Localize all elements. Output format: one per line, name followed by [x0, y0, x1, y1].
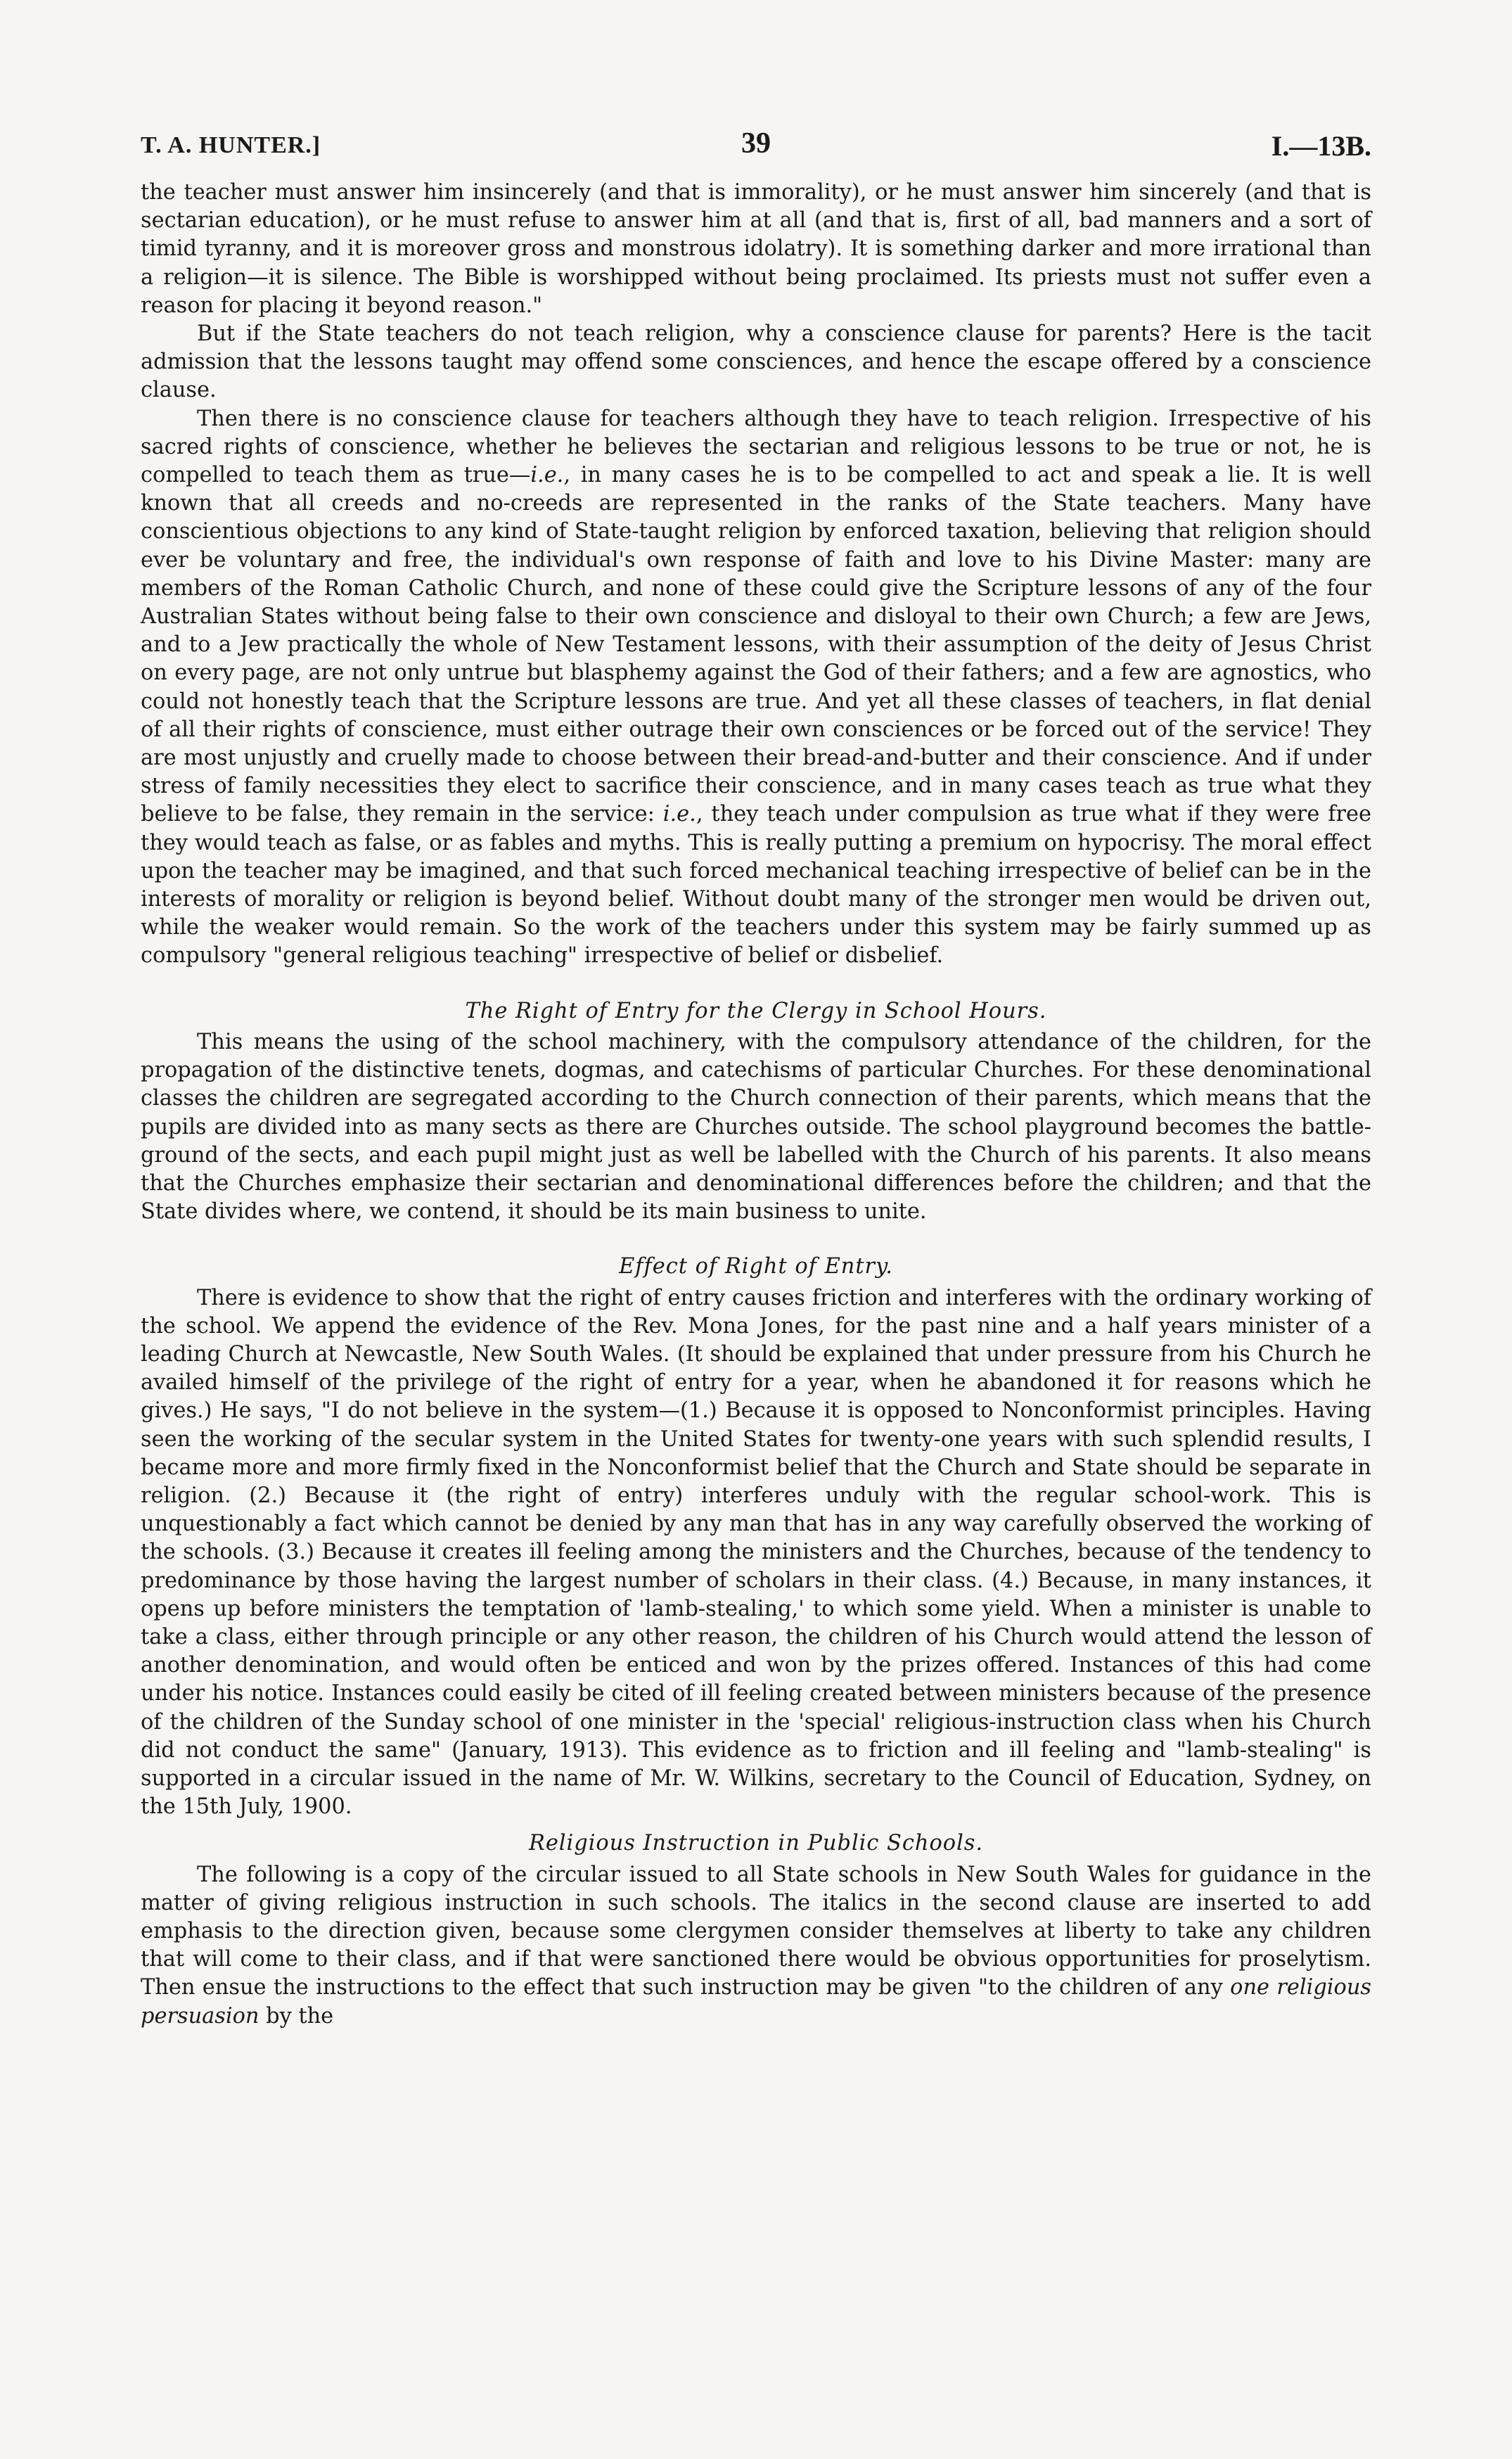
page-header	[141, 127, 1371, 172]
intro-paragraph-3	[141, 405, 1371, 971]
section-heading-effect-of-entry: Effect of Right of Entry.	[619, 1254, 893, 1279]
intro-p3-part-a: Then there is no conscience clause for teachers although they have to teach religion. Irrespective of his sacred rights of conscience, whether he believes the sectarian and religious lessons to be true or not, he is compelled to teach them as true—	[141, 406, 1371, 488]
religious-instruction-italic: one religious persuasion	[141, 1975, 1371, 2029]
intro-paragraph-2: But if the State teachers do not teach religion, why a conscience clause for parents? Here is the tacit admission that the lessons taught may offend some consciences, and hence the escape offered by a conscience clause.	[141, 321, 1371, 403]
effect-of-entry-paragraph: There is evidence to show that the right of entry causes friction and interferes with the ordinary working of the school. We append the evidence of the Rev. Mona Jones, for the past nine and a half years minister of a leading Church at Newcastle, New South Wales. (It should be explained that under pressure from his Church he availed himself of the privilege of the right of entry for a year, when he abandoned it for reasons which he gives.) He says, "I do not believe in the system—(1.) Because it is opposed to Nonconformist principles. Having seen the working of the secular system in the United States for twenty-one years with such splendid results, I became more and more firmly fixed in the Nonconformist belief that the Church and State should be separate in religion. (2.) Because it (the right of entry) interferes unduly with the regular school-work. This is unquestionably a fact which cannot be denied by any man that has in any way carefully observed the working of the schools. (3.) Because it creates ill feeling among the ministers and the Churches, because of the tendency to predominance by those having the largest number of scholars in their class. (4.) Because, in many instances, it opens up before ministers the temptation of 'lamb-stealing,' to which some yield. When a minister is unable to take a class, either through principle or any other reason, the children of his Church would attend the lesson of another denomination, and would often be enticed and won by the prizes offered. Instances of this had come under his notice. Instances could easily be cited of ill feeling created between ministers because of the presence of the children of the Sunday school of one minister in the 'special' religious-instruction class when his Church did not conduct the same" (January, 1913). This evidence as to friction and ill feeling and "lamb-stealing" is supported in a circular issued in the name of Mr. W. Wilkins, secretary to the Council of Education, Sydney, on the 15th July, 1900.	[141, 1285, 1371, 1820]
intro-p3-ie: i.e.	[530, 463, 564, 488]
section-heading-religious-instruction: Religious Instruction in Public Schools.	[528, 1831, 984, 1856]
religious-instruction-paragraph	[141, 1861, 1371, 2031]
intro-p3-ie-2: i.e.	[662, 802, 696, 827]
intro-p3-part-b: , in many cases he is to be compelled to act and speak a lie. It is well known that all creeds and no-creeds are represented in the ranks of the State teachers. Many have conscientious objections to any kind of State-taught religion by enforced taxation, believing that religion should ever be voluntary and free, the individual's own response of faith and love to his Divine Master: many are members of the Roman Catholic Church, and none of these could give the Scripture lessons of any of the four Australian States without being false to their own conscience and disloyal to their own Church; a few are Jews, and to a Jew practically the whole of New Testament lessons, with their assumption of the deity of Jesus Christ on every page, are not only untrue but blasphemy against the God of their fathers; and a few are agnostics, who could not honestly teach that the Scripture lessons are true. And yet all these classes of teachers, in flat denial of all their rights of conscience, must either outrage their own consciences or be forced out of the service! They are most unjustly and cruelly made to choose between their bread-and-butter and their conscience. And if under stress of family necessities they elect to sacrifice their conscience, and in many cases teach as true what they believe to be false, they remain in the service:	[141, 463, 1372, 827]
document-body	[141, 179, 1371, 2031]
page-number: 39	[741, 127, 771, 160]
header-author: T. A. HUNTER.]	[141, 132, 321, 158]
section-heading-right-of-entry: The Right of Entry for the Clergy in School Hours.	[465, 998, 1047, 1023]
intro-p3-part-c: , they teach under compulsion as true what if they were free they would teach as false, or as fables and myths. This is really putting a premium on hypocrisy. The moral effect upon the teacher may be imagined, and that such forced mechanical teaching irrespective of belief can be in the interests of morality or religion is beyond belief. Without doubt many of the stronger men would be driven out, while the weaker would remain. So the work of the teachers under this system may be fairly summed up as compulsory "general religious teaching" irrespective of belief or disbelief.	[141, 802, 1372, 969]
religious-instruction-part-a: The following is a copy of the circular issued to all State schools in New South Wales for guidance in the matter of giving religious instruction in such schools. The italics in the second clause are inserted to add emphasis to the direction given, because some clergymen consider themselves at liberty to take any children that will come to their class, and if that were sanctioned there would be obvious opportunities for proselytism. Then ensue the instructions to the effect that such instruction may be given "to the children of any	[141, 1862, 1371, 2000]
right-of-entry-paragraph: This means the using of the school machinery, with the compulsory attendance of the children, for the propagation of the distinctive tenets, dogmas, and catechisms of particular Churches. For these denominational classes the children are segregated according to the Church connection of their parents, which means that the pupils are divided into as many sects as there are Churches outside. The school playground becomes the battle-ground of the sects, and each pupil might just as well be labelled with the Church of his parents. It also means that the Churches emphasize their sectarian and denominational differences before the children; and that the State divides where, we contend, it should be its main business to unite.	[141, 1029, 1371, 1225]
religious-instruction-part-b: by the	[259, 2003, 334, 2029]
intro-paragraph-1: the teacher must answer him insincerely (and that is immorality), or he must answer him sincerely (and that is sectarian education), or he must refuse to answer him at all (and that is, first of all, bad manners and a sort of timid tyranny, and it is moreover gross and monstrous idolatry). It is something darker and more irrational than a religion—it is silence. The Bible is worshipped without being proclaimed. Its priests must not suffer even a reason for placing it beyond reason."	[141, 180, 1371, 318]
document-reference: I.—13B.	[1271, 130, 1371, 162]
